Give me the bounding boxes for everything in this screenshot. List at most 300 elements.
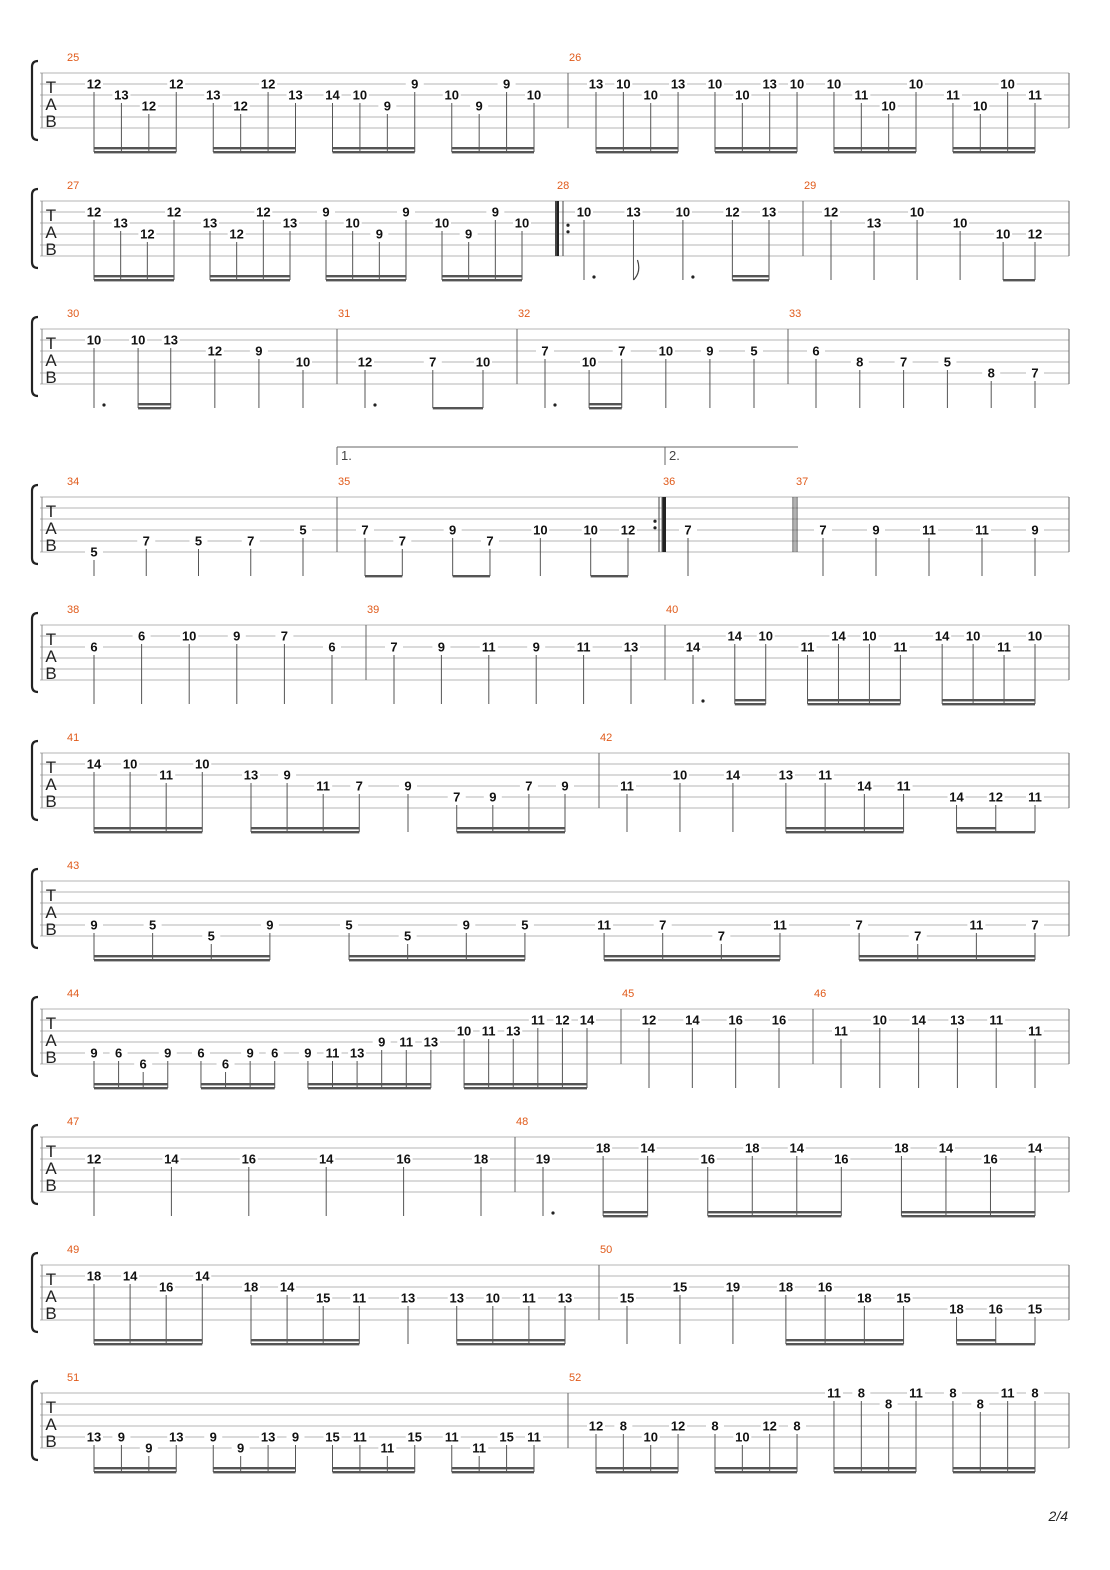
note-group xyxy=(275,629,293,705)
note-group xyxy=(192,1046,284,1090)
fret-number: 10 xyxy=(758,628,773,644)
fret-number: 9 xyxy=(491,204,499,220)
note-beam xyxy=(786,831,904,833)
fret-number: 13 xyxy=(114,87,129,103)
note-group xyxy=(699,1141,851,1218)
note-group xyxy=(657,344,675,409)
fret-number: 6 xyxy=(137,628,146,644)
fret-number: 14 xyxy=(579,1012,595,1028)
note-group xyxy=(85,1430,185,1474)
note-beam xyxy=(213,1471,295,1473)
fret-number: 5 xyxy=(194,533,203,549)
note-group xyxy=(587,1419,687,1474)
fret-number: 14 xyxy=(640,1140,655,1156)
note-group xyxy=(908,205,926,281)
measure xyxy=(599,1244,1044,1345)
fret-number: 7 xyxy=(142,533,150,549)
staff-system xyxy=(32,476,1069,577)
tab-letter: T xyxy=(45,1270,57,1289)
fret-number: 11 xyxy=(893,639,908,655)
fret-number: 10 xyxy=(965,628,981,644)
measure xyxy=(813,988,1044,1088)
note-group xyxy=(317,205,415,282)
volta-label: 1. xyxy=(341,448,352,463)
note-beam xyxy=(834,1467,916,1469)
measure-number: 40 xyxy=(666,604,679,616)
staff-bracket xyxy=(32,189,38,268)
note-group xyxy=(531,523,549,577)
fret-number: 11 xyxy=(325,1045,340,1061)
fret-number: 13 xyxy=(950,1012,965,1028)
note-beam xyxy=(953,151,1035,153)
staff-system xyxy=(32,1372,1069,1473)
fret-number: 12 xyxy=(166,204,182,220)
fret-number: 9 xyxy=(90,917,98,933)
note-group xyxy=(85,1152,103,1217)
fret-number: 7 xyxy=(390,639,398,655)
note-group xyxy=(777,1280,913,1346)
note-beam xyxy=(735,699,766,701)
note-group xyxy=(951,216,969,281)
measure xyxy=(795,476,1044,576)
fret-number: 9 xyxy=(411,76,419,92)
note-group xyxy=(683,1013,701,1089)
fret-number: 11 xyxy=(773,917,787,933)
note-beam xyxy=(901,1211,1035,1213)
note-group xyxy=(825,77,925,154)
fret-number: 7 xyxy=(717,928,725,944)
measure xyxy=(568,1372,1044,1473)
note-beam xyxy=(213,147,295,149)
fret-number: 10 xyxy=(675,204,691,220)
measure-number: 34 xyxy=(67,476,80,488)
note-beam xyxy=(957,827,996,829)
fret-number: 16 xyxy=(700,1151,715,1167)
fret-number: 12 xyxy=(725,204,740,220)
repeat-dot xyxy=(653,526,656,529)
fret-number: 18 xyxy=(745,1140,760,1156)
note-group xyxy=(948,1302,1044,1346)
note-beam xyxy=(349,959,525,961)
note-group xyxy=(133,629,151,705)
measure xyxy=(67,988,596,1089)
fret-number: 13 xyxy=(113,215,128,231)
measure-number: 45 xyxy=(622,988,635,1000)
fret-number: 14 xyxy=(685,639,701,655)
note-beam xyxy=(251,831,359,833)
fret-number: 5 xyxy=(943,354,952,370)
note-beam xyxy=(251,1343,359,1345)
note-beam xyxy=(210,279,290,281)
note-group xyxy=(671,1280,689,1345)
note-beam xyxy=(957,1343,1035,1345)
fret-number: 10 xyxy=(862,628,877,644)
fret-number: 9 xyxy=(706,343,714,359)
staff-system xyxy=(32,52,1069,153)
staff-bracket xyxy=(32,997,38,1076)
note-group xyxy=(385,640,403,705)
fret-number: 16 xyxy=(834,1151,849,1167)
measure-number: 46 xyxy=(814,988,827,1000)
fret-number: 12 xyxy=(169,76,184,92)
note-group xyxy=(895,355,913,409)
measure-number: 49 xyxy=(67,1244,80,1256)
staff-system xyxy=(32,732,1069,833)
measure-number: 41 xyxy=(67,732,80,744)
fret-number: 8 xyxy=(857,1385,865,1401)
tab-letter: B xyxy=(45,368,57,387)
note-beam xyxy=(442,275,522,277)
fret-number: 12 xyxy=(988,789,1004,805)
tab-letter: T xyxy=(45,1142,57,1161)
fret-number: 8 xyxy=(976,1396,984,1412)
fret-number: 10 xyxy=(872,1012,888,1028)
note-group xyxy=(892,1141,1044,1218)
fret-number: 5 xyxy=(90,544,98,560)
fret-number: 12 xyxy=(86,1151,102,1167)
fret-number: 10 xyxy=(672,767,688,783)
fret-number: 12 xyxy=(762,1418,777,1434)
tab-letter: A xyxy=(45,223,57,242)
measure-number: 42 xyxy=(600,732,613,744)
note-group xyxy=(85,640,103,705)
fret-number: 11 xyxy=(827,1385,841,1401)
staff-system xyxy=(32,860,1069,961)
fret-number: 8 xyxy=(885,1396,893,1412)
fret-number: 10 xyxy=(1027,628,1043,644)
note-group xyxy=(448,779,574,834)
fret-number: 14 xyxy=(911,1012,926,1028)
note-group xyxy=(910,1013,928,1089)
fret-number: 9 xyxy=(437,639,446,655)
measure xyxy=(517,308,763,409)
fret-number: 9 xyxy=(375,226,383,242)
fret-number: 13 xyxy=(506,1023,521,1039)
tab-letter: B xyxy=(45,792,57,811)
fret-number: 9 xyxy=(1031,522,1039,538)
measure-number: 27 xyxy=(67,180,80,192)
fret-number: 12 xyxy=(555,1012,570,1028)
measure-number: 43 xyxy=(67,860,80,872)
fret-number: 6 xyxy=(328,639,336,655)
measure xyxy=(515,1116,1044,1217)
repeat-dot xyxy=(566,224,569,227)
tab-letter: A xyxy=(45,1287,57,1306)
fret-number: 8 xyxy=(949,1385,957,1401)
fret-number: 9 xyxy=(304,1045,312,1061)
measure xyxy=(67,860,1044,961)
fret-number: 13 xyxy=(778,767,794,783)
note-beam xyxy=(453,575,490,577)
fret-number: 19 xyxy=(725,1279,741,1295)
measure xyxy=(67,1244,574,1345)
fret-number: 10 xyxy=(195,756,210,772)
note-group xyxy=(867,523,885,577)
fret-number: 10 xyxy=(643,1429,658,1445)
note-group xyxy=(679,523,697,577)
note-group xyxy=(684,640,705,705)
note-beam xyxy=(859,959,1035,961)
note-beam xyxy=(333,1467,415,1469)
measure xyxy=(803,180,1044,281)
note-group xyxy=(727,1013,745,1089)
note-group xyxy=(594,1141,657,1218)
note-beam xyxy=(94,279,174,281)
note-beam xyxy=(953,1467,1035,1469)
note-beam xyxy=(786,827,904,829)
staff-system xyxy=(32,180,1069,281)
note-beam xyxy=(452,151,534,153)
fret-number: 10 xyxy=(1000,76,1015,92)
fret-number: 13 xyxy=(202,215,218,231)
staff-bracket xyxy=(32,61,38,140)
note-beam xyxy=(834,151,916,153)
fret-number: 12 xyxy=(229,226,244,242)
note-beam xyxy=(94,1467,176,1469)
measure-number: 38 xyxy=(67,604,80,616)
note-beam xyxy=(589,403,622,405)
fret-number: 9 xyxy=(872,522,880,538)
measure-number: 47 xyxy=(67,1116,80,1128)
fret-number: 13 xyxy=(557,1290,573,1306)
measure xyxy=(366,604,640,704)
fret-number: 11 xyxy=(834,1023,848,1039)
duration-dot xyxy=(691,275,694,278)
note-beam xyxy=(708,1211,842,1213)
staff-system xyxy=(32,308,1069,409)
fret-number: 10 xyxy=(735,87,750,103)
measure xyxy=(599,732,1044,833)
fret-number: 18 xyxy=(86,1268,102,1284)
note-group xyxy=(770,1013,788,1089)
note-group xyxy=(575,205,596,281)
fret-number: 9 xyxy=(402,204,410,220)
fret-number: 14 xyxy=(1027,1140,1043,1156)
fret-number: 14 xyxy=(325,87,340,103)
measure xyxy=(67,1116,490,1216)
tab-letter: B xyxy=(45,536,57,555)
note-beam xyxy=(591,575,628,577)
note-beam xyxy=(715,1471,797,1473)
tab-letter: A xyxy=(45,95,57,114)
staff-bracket xyxy=(32,869,38,948)
note-group xyxy=(85,1046,177,1090)
note-beam xyxy=(201,1083,275,1085)
note-group xyxy=(85,1269,211,1346)
fret-number: 10 xyxy=(995,226,1011,242)
note-group xyxy=(85,333,106,409)
fret-number: 13 xyxy=(626,204,641,220)
note-beam xyxy=(94,147,176,149)
note-beam xyxy=(596,147,678,149)
fret-number: 10 xyxy=(514,215,530,231)
fret-number: 9 xyxy=(291,1429,300,1445)
fret-number: 7 xyxy=(618,343,626,359)
fret-number: 15 xyxy=(672,1279,688,1295)
fret-number: 8 xyxy=(793,1418,801,1434)
fret-number: 10 xyxy=(122,756,138,772)
fret-number: 14 xyxy=(122,1268,138,1284)
fret-number: 12 xyxy=(141,98,157,114)
fret-number: 18 xyxy=(473,1151,489,1167)
fret-number: 13 xyxy=(169,1429,184,1445)
fret-number: 16 xyxy=(396,1151,411,1167)
fret-number: 16 xyxy=(728,1012,743,1028)
fret-number: 7 xyxy=(361,522,369,538)
fret-number: 11 xyxy=(353,1429,367,1445)
fret-number: 9 xyxy=(209,1429,217,1445)
note-beam xyxy=(596,151,678,153)
fret-number: 10 xyxy=(581,354,597,370)
duration-dot xyxy=(373,403,376,406)
fret-number: 11 xyxy=(380,1440,395,1456)
note-group xyxy=(1026,523,1044,577)
note-beam xyxy=(138,403,171,405)
fret-number: 14 xyxy=(789,1140,805,1156)
fret-number: 10 xyxy=(973,98,988,114)
note-group xyxy=(807,344,825,409)
fret-number: 9 xyxy=(475,98,483,114)
fret-number: 9 xyxy=(233,628,241,644)
fret-number: 7 xyxy=(855,917,863,933)
staff-bracket xyxy=(32,741,38,820)
fret-number: 10 xyxy=(826,76,842,92)
fret-number: 9 xyxy=(237,1440,245,1456)
fret-number: 15 xyxy=(1027,1301,1043,1317)
note-beam xyxy=(708,1215,842,1217)
fret-number: 7 xyxy=(453,789,461,805)
note-beam xyxy=(333,151,415,153)
fret-number: 11 xyxy=(527,1429,541,1445)
note-beam xyxy=(834,147,916,149)
tab-letter: B xyxy=(45,920,57,939)
note-group xyxy=(982,366,1000,409)
note-group xyxy=(948,790,1044,834)
tab-letter: A xyxy=(45,1159,57,1178)
fret-number: 14 xyxy=(727,628,743,644)
note-group xyxy=(534,1152,555,1217)
fret-number: 9 xyxy=(532,639,540,655)
note-beam xyxy=(953,1471,1035,1473)
staff-bracket xyxy=(32,613,38,692)
note-group xyxy=(162,1152,180,1217)
fret-number: 10 xyxy=(456,1023,472,1039)
fret-number: 11 xyxy=(1000,1385,1015,1401)
note-group xyxy=(701,344,719,409)
measure xyxy=(67,476,312,576)
fret-number: 11 xyxy=(316,778,331,794)
note-group xyxy=(323,640,341,705)
note-group xyxy=(443,77,543,154)
note-beam xyxy=(251,827,359,829)
tab-letter: B xyxy=(45,1048,57,1067)
fret-number: 10 xyxy=(616,76,631,92)
note-group xyxy=(399,1291,417,1345)
fret-number: 7 xyxy=(1031,917,1039,933)
fret-number: 14 xyxy=(685,1012,700,1028)
fret-number: 14 xyxy=(86,756,102,772)
note-group xyxy=(933,629,1044,706)
measure xyxy=(67,604,341,704)
fret-number: 9 xyxy=(404,778,412,794)
fret-number: 10 xyxy=(735,1429,750,1445)
fret-number: 11 xyxy=(1028,87,1042,103)
staff-system xyxy=(32,988,1069,1089)
measure-number: 35 xyxy=(338,476,351,488)
note-beam xyxy=(942,699,1035,701)
measure xyxy=(67,180,570,281)
duration-dot xyxy=(102,403,105,406)
fret-number: 11 xyxy=(854,87,869,103)
fret-number: 11 xyxy=(896,778,911,794)
fret-number: 13 xyxy=(623,639,639,655)
fret-number: 6 xyxy=(90,639,98,655)
tab-letter: T xyxy=(45,78,57,97)
note-beam xyxy=(457,1343,565,1345)
tab-letter: T xyxy=(45,630,57,649)
measure xyxy=(621,988,788,1088)
fret-number: 13 xyxy=(349,1045,365,1061)
fret-number: 11 xyxy=(975,522,989,538)
fret-number: 11 xyxy=(969,917,984,933)
fret-number: 15 xyxy=(315,1290,331,1306)
fret-number: 11 xyxy=(481,639,496,655)
tab-letter: A xyxy=(45,647,57,666)
fret-number: 18 xyxy=(949,1301,964,1317)
note-group xyxy=(129,333,180,410)
note-beam xyxy=(457,1339,565,1341)
fret-number: 18 xyxy=(778,1279,794,1295)
fret-number: 14 xyxy=(831,628,846,644)
note-group xyxy=(706,77,806,154)
fret-number: 14 xyxy=(949,789,964,805)
note-beam xyxy=(94,1339,202,1341)
fret-number: 6 xyxy=(139,1056,147,1072)
note-group xyxy=(674,205,695,281)
note-group xyxy=(973,523,991,577)
tab-letter: A xyxy=(45,351,57,370)
staff-system xyxy=(32,1116,1069,1217)
fret-number: 5 xyxy=(750,343,758,359)
tab-letter: B xyxy=(45,1304,57,1323)
fret-number: 5 xyxy=(149,917,157,933)
fret-number: 10 xyxy=(789,76,805,92)
fret-number: 11 xyxy=(399,1034,414,1050)
measure-number: 44 xyxy=(67,988,80,1000)
tab-letter: A xyxy=(45,1031,57,1050)
fret-number: 12 xyxy=(620,522,636,538)
note-beam xyxy=(333,147,415,149)
note-group xyxy=(618,779,636,833)
note-group xyxy=(85,205,183,282)
note-beam xyxy=(901,1215,1035,1217)
fret-number: 8 xyxy=(711,1418,719,1434)
fret-number: 15 xyxy=(499,1429,514,1445)
fret-number: 18 xyxy=(595,1140,611,1156)
fret-number: 12 xyxy=(588,1418,604,1434)
note-beam xyxy=(457,827,565,829)
fret-number: 11 xyxy=(946,87,960,103)
fret-number: 13 xyxy=(86,1429,102,1445)
note-beam xyxy=(452,147,534,149)
fret-number: 11 xyxy=(800,639,815,655)
note-group xyxy=(190,534,208,577)
note-beam xyxy=(464,1083,587,1085)
fret-number: 12 xyxy=(1027,226,1043,242)
note-group xyxy=(201,205,299,282)
fret-number: 8 xyxy=(619,1418,627,1434)
measure-number: 39 xyxy=(367,604,380,616)
